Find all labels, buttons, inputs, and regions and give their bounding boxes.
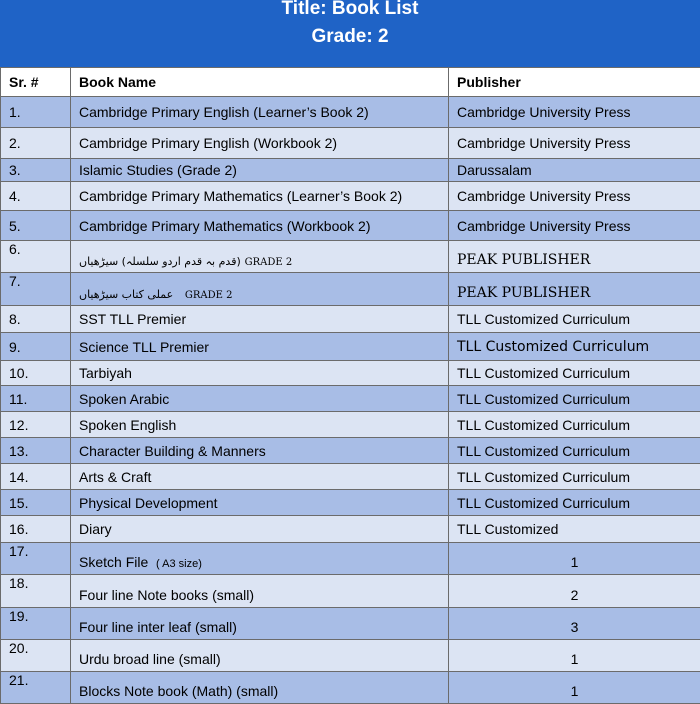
row-book-name: SST TLL Premier	[71, 306, 449, 333]
row-sr: 13.	[1, 438, 71, 464]
row-sr: 2.	[1, 128, 71, 159]
page-title: Title: Book List	[0, 0, 700, 21]
row-publisher: TLL Customized Curriculum	[449, 438, 700, 464]
row-book-name: Spoken Arabic	[71, 386, 449, 412]
row-book-name: Four line inter leaf (small)	[71, 608, 449, 640]
grade-suffix: GRADE 2	[185, 290, 233, 301]
row-publisher: TLL Customized Curriculum	[449, 490, 700, 516]
row-book-name	[71, 543, 449, 575]
row-publisher: TLL Customized Curriculum	[449, 386, 700, 412]
row-book-name: Urdu broad line (small)	[71, 640, 449, 672]
row-publisher: Cambridge University Press	[449, 211, 700, 241]
row-book-name: Spoken English	[71, 412, 449, 438]
row-book-name: Four line Note books (small)	[71, 575, 449, 608]
row-sr: 8.	[1, 306, 71, 333]
table-row	[1, 241, 700, 273]
table-row	[1, 211, 700, 241]
table-row	[1, 672, 700, 704]
table-row	[1, 273, 700, 306]
row-publisher: PEAK PUBLISHER	[449, 241, 700, 273]
row-sr: 4.	[1, 182, 71, 211]
table-row	[1, 386, 700, 412]
row-sr: 10.	[1, 361, 71, 386]
table-row	[1, 543, 700, 575]
row-sr: 16.	[1, 516, 71, 543]
table-row	[1, 464, 700, 490]
table-row	[1, 516, 700, 543]
row-sr: 14.	[1, 464, 71, 490]
row-book-name: Physical Development	[71, 490, 449, 516]
row-quantity: 1	[449, 640, 700, 672]
table-row	[1, 640, 700, 672]
row-publisher: TLL Customized Curriculum	[449, 412, 700, 438]
row-book-name: Character Building & Manners	[71, 438, 449, 464]
row-book-name	[71, 273, 449, 306]
row-sr: 1.	[1, 97, 71, 128]
row-sr: 5.	[1, 211, 71, 241]
row-sr: 20.	[1, 640, 71, 672]
row-quantity: 1	[449, 543, 700, 575]
title-banner	[0, 0, 700, 67]
col-header-publisher: Publisher	[449, 68, 700, 97]
row-publisher: TLL Customized	[449, 516, 700, 543]
row-quantity: 3	[449, 608, 700, 640]
row-book-name: Blocks Note book (Math) (small)	[71, 672, 449, 704]
table-row	[1, 97, 700, 128]
urdu-title: (قدم بہ قدم اردو سلسلہ) سیڑھیاں	[79, 255, 241, 268]
row-book-name: Cambridge Primary English (Workbook 2)	[71, 128, 449, 159]
row-book-name: Cambridge Primary Mathematics (Learner’s Book 2)	[71, 182, 449, 211]
row-book-name: Cambridge Primary English (Learner’s Book 2)	[71, 97, 449, 128]
col-header-sr: Sr. #	[1, 68, 71, 97]
book-name-text: Sketch File	[79, 554, 148, 570]
row-sr: 9.	[1, 333, 71, 361]
book-list-table	[0, 67, 700, 704]
row-sr: 15.	[1, 490, 71, 516]
table-row	[1, 159, 700, 182]
row-publisher: Cambridge University Press	[449, 128, 700, 159]
row-book-name: Diary	[71, 516, 449, 543]
table-row	[1, 608, 700, 640]
row-sr: 17.	[1, 543, 71, 575]
row-book-name: Islamic Studies (Grade 2)	[71, 159, 449, 182]
table-row	[1, 333, 700, 361]
row-publisher: TLL Customized Curriculum	[449, 306, 700, 333]
row-sr: 12.	[1, 412, 71, 438]
table-row	[1, 438, 700, 464]
table-row	[1, 361, 700, 386]
table-row	[1, 306, 700, 333]
row-sr: 3.	[1, 159, 71, 182]
row-publisher: Cambridge University Press	[449, 97, 700, 128]
row-sr: 11.	[1, 386, 71, 412]
col-header-book-name: Book Name	[71, 68, 449, 97]
row-sr: 21.	[1, 672, 71, 704]
urdu-title: عملی کتاب سیڑھیاں	[79, 288, 173, 301]
table-row	[1, 412, 700, 438]
row-publisher: TLL Customized Curriculum	[449, 464, 700, 490]
table-header-row	[1, 68, 700, 97]
row-book-name	[71, 241, 449, 273]
row-publisher: PEAK PUBLISHER	[449, 273, 700, 306]
grade-label: Grade: 2	[0, 25, 700, 49]
row-book-name: Arts & Craft	[71, 464, 449, 490]
table-row	[1, 128, 700, 159]
row-book-name: Science TLL Premier	[71, 333, 449, 361]
row-sr: 7.	[1, 273, 71, 306]
table-row	[1, 575, 700, 608]
size-note: ( A3 size)	[156, 558, 202, 570]
row-quantity: 2	[449, 575, 700, 608]
row-publisher: TLL Customized Curriculum	[449, 333, 700, 361]
grade-suffix: GRADE 2	[245, 257, 293, 268]
row-book-name: Cambridge Primary Mathematics (Workbook 2)	[71, 211, 449, 241]
row-publisher: Darussalam	[449, 159, 700, 182]
row-publisher: Cambridge University Press	[449, 182, 700, 211]
table-row	[1, 490, 700, 516]
row-sr: 19.	[1, 608, 71, 640]
row-book-name: Tarbiyah	[71, 361, 449, 386]
row-sr: 18.	[1, 575, 71, 608]
table-row	[1, 182, 700, 211]
row-sr: 6.	[1, 241, 71, 273]
row-quantity: 1	[449, 672, 700, 704]
row-publisher: TLL Customized Curriculum	[449, 361, 700, 386]
